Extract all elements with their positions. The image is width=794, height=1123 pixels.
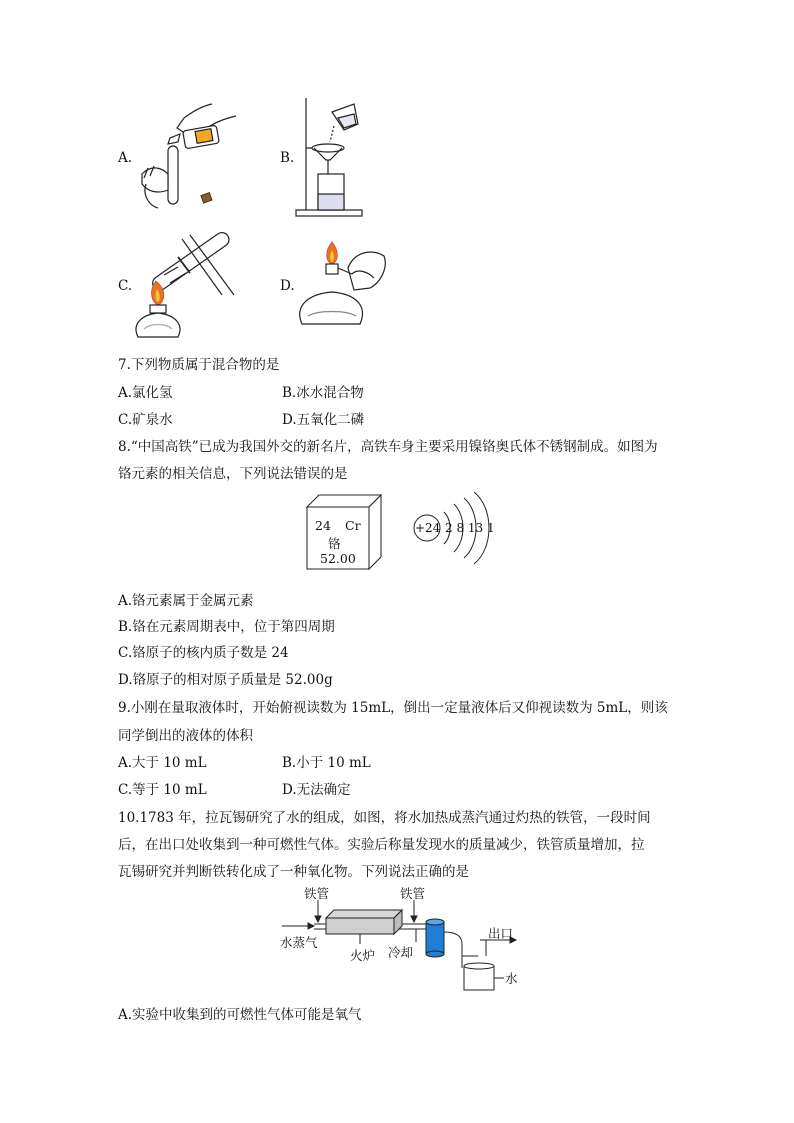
question-10-stem-line-2: 后，在出口处收集到一种可燃性气体。实验后称量发现水的质量减少，铁管质量增加，拉 [118, 837, 645, 853]
atomic-mass: 52.00 [320, 551, 356, 566]
q8-option-d: D.铬原子的相对原子质量是 52.00g [118, 672, 333, 688]
label-outlet: 出口 [488, 926, 514, 941]
label-cooling: 冷却 [388, 945, 414, 960]
q9-option-a: A.大于 10 mL [118, 755, 207, 771]
q8-option-a: A.铬元素属于金属元素 [118, 593, 254, 609]
pouring-liquid-illustration [132, 98, 242, 216]
lighting-alcohol-lamp-illustration [294, 238, 390, 334]
element-name: 铬 [328, 536, 341, 551]
element-symbol: Cr [345, 518, 361, 533]
option-d-label: D. [280, 278, 295, 294]
q9-option-b: B.小于 10 mL [282, 755, 371, 771]
q7-option-a: A.氯化氢 [118, 385, 173, 401]
heating-test-tube-illustration [130, 225, 240, 341]
label-steam: 水蒸气 [280, 935, 318, 950]
label-water: 水 [505, 971, 518, 986]
option-c-label: C. [118, 278, 133, 294]
question-10-stem-line-3: 瓦锡研究并判断铁转化成了一种氧化物。下列说法正确的是 [118, 864, 469, 880]
question-8-stem-line-2: 铬元素的相关信息，下列说法错误的是 [118, 466, 348, 482]
electron-shells: 2 8 13 1 [445, 521, 495, 535]
question-8-stem-line-1: 8.“中国高铁”已成为我国外交的新名片，高铁车身主要采用镍铬奥氏体不锈钢制成。如图为 [118, 439, 658, 455]
option-b-label: B. [280, 150, 295, 166]
q10-option-a: A.实验中收集到的可燃性气体可能是氧气 [118, 1007, 362, 1023]
label-iron-pipe-right: 铁管 [400, 886, 426, 901]
q8-option-c: C.铬原子的核内质子数是 24 [118, 645, 289, 661]
question-9-stem-line-1: 9.小刚在量取液体时，开始俯视读数为 15mL，倒出一定量液体后又仰视读数为 5mL，则该 [118, 700, 668, 716]
question-7-stem: 7.下列物质属于混合物的是 [118, 357, 280, 373]
filtration-illustration [292, 96, 372, 220]
nucleus-charge: +24 [415, 521, 441, 535]
label-iron-pipe-left: 铁管 [304, 886, 330, 901]
q7-option-d: D.五氧化二磷 [282, 412, 365, 428]
atomic-number: 24 [315, 518, 331, 533]
q9-option-d: D.无法确定 [282, 782, 351, 798]
question-9-stem-line-2: 同学倒出的液体的体积 [118, 728, 253, 744]
q7-option-c: C.矿泉水 [118, 412, 173, 428]
label-furnace: 火炉 [350, 948, 376, 963]
option-a-label: A. [118, 150, 133, 166]
q9-option-c: C.等于 10 mL [118, 782, 207, 798]
q8-option-b: B.铬在元素周期表中，位于第四周期 [118, 619, 335, 635]
question-10-stem-line-1: 10.1783 年，拉瓦锡研究了水的组成，如图，将水加热成蒸汽通过灼热的铁管，一段时间 [118, 810, 651, 826]
q7-option-b: B.冰水混合物 [282, 385, 364, 401]
